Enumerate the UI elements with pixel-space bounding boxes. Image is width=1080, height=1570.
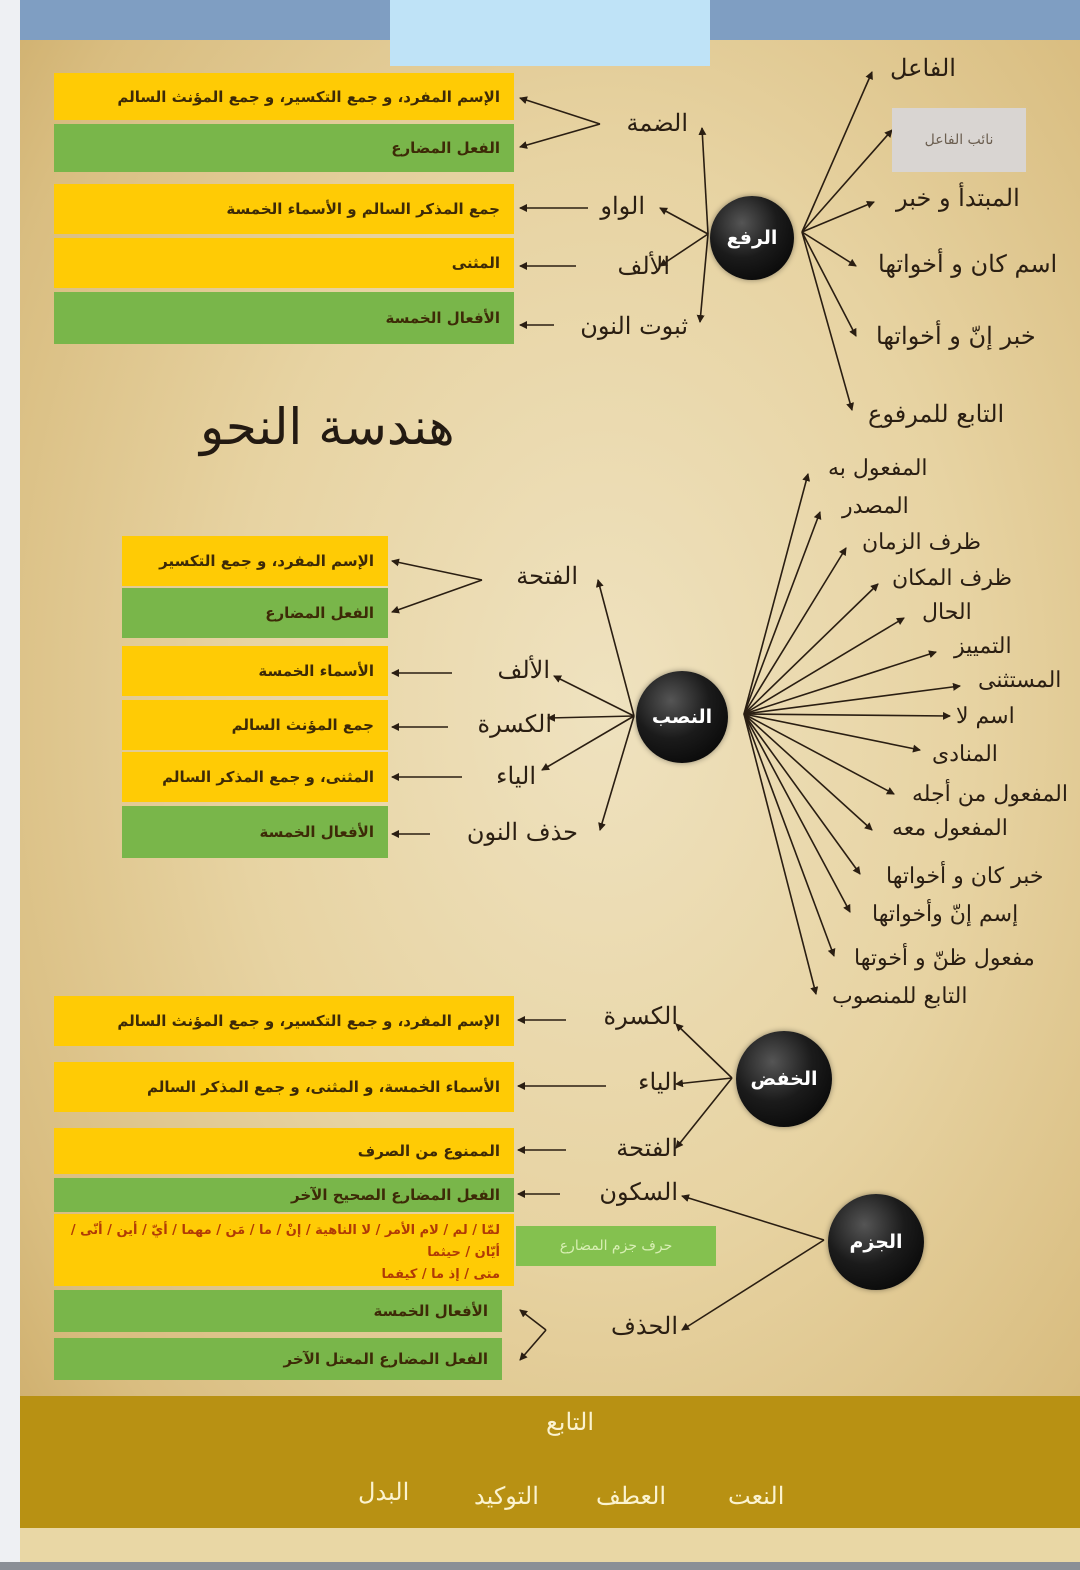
nasb-use-box: المثنى، و جمع المذكر السالم: [122, 752, 388, 802]
tabi-title: التابع: [546, 1408, 594, 1436]
jazm-tools-line: لمّا / لم / لام الأمر / لا الناهية / إنْ / ما / مَن / مهما / أيّ / أين / أنّى / أيّان / حيثما: [70, 1223, 500, 1260]
connector-line: [802, 232, 856, 336]
connector-line: [744, 714, 920, 750]
nasb-position: ظرف الزمان: [862, 530, 982, 555]
connector-line: [520, 98, 600, 124]
raf-use-box: الأفعال الخمسة: [54, 292, 514, 344]
connector-line: [744, 714, 950, 716]
raf-position: المبتدأ و خبر: [896, 184, 1020, 212]
nasb-position: ظرف المكان: [892, 566, 1012, 591]
nasb-position: اسم لا: [956, 704, 1015, 729]
connector-line: [700, 234, 708, 322]
connector-line: [676, 1078, 732, 1148]
jazm-use-box: الفعل المضارع المعتل الآخر: [54, 1338, 502, 1380]
raf-use-box: الفعل المضارع: [54, 124, 514, 172]
raf-sign: الألف: [617, 252, 670, 280]
nasb-position: المفعول به: [828, 456, 928, 481]
raf-position-box: نائب الفاعل: [892, 108, 1026, 172]
raf-sign: الضمة: [626, 109, 688, 137]
jazm-sign: الحذف: [611, 1312, 678, 1340]
connector-line: [520, 1330, 546, 1360]
connector-line: [392, 561, 482, 580]
khafd-sign: الياء: [638, 1068, 678, 1096]
khafd-sign: الكسرة: [603, 1002, 678, 1030]
nasb-position: المستثنى: [978, 668, 1062, 693]
tabi-item: البدل: [358, 1478, 410, 1506]
connector-line: [554, 676, 634, 716]
nasb-position: المفعول معه: [892, 816, 1008, 841]
raf-node: الرفع: [710, 196, 794, 280]
raf-sign: ثبوت النون: [580, 312, 688, 340]
nasb-position: مفعول ظنّ و أخوتها: [854, 946, 1035, 971]
khafd-use-box: الأسماء الخمسة، و المثنى، و جمع المذكر السالم: [54, 1062, 514, 1112]
raf-position: التابع للمرفوع: [868, 400, 1005, 428]
nasb-position: التمييز: [954, 634, 1012, 659]
nasb-position: المنادى: [932, 742, 998, 767]
connector-line: [392, 580, 482, 612]
connector-line: [744, 714, 816, 994]
nasb-position: التابع للمنصوب: [832, 984, 968, 1009]
connector-line: [744, 474, 808, 714]
connector-line: [802, 130, 892, 232]
connector-line: [744, 512, 820, 714]
connector-line: [520, 124, 600, 147]
raf-position: خبر إنّ و أخواتها: [876, 322, 1036, 350]
khafd-use-box: الإسم المفرد، و جمع التكسير، و جمع المؤنث السالم: [54, 996, 514, 1046]
nasb-sign: حذف النون: [466, 818, 578, 846]
jazm-sign: السكون: [599, 1178, 678, 1206]
base-strip: [0, 1562, 1080, 1570]
connector-line: [660, 208, 708, 234]
nasb-sign: الكسرة: [477, 710, 552, 738]
tabi-item: النعت: [728, 1482, 785, 1510]
nasb-use-box: الفعل المضارع: [122, 588, 388, 638]
nasb-use-box: الأفعال الخمسة: [122, 806, 388, 858]
nasb-position: خبر كان و أخواتها: [886, 864, 1044, 889]
connector-line: [676, 1024, 732, 1078]
connector-line: [598, 580, 634, 716]
raf-use-box: المثنى: [54, 238, 514, 288]
khafd-sign: الفتحة: [616, 1134, 678, 1162]
jazm-use-box: الأفعال الخمسة: [54, 1290, 502, 1332]
jazm-node: الجزم: [828, 1194, 924, 1290]
nasb-sign: الألف: [497, 656, 550, 684]
raf-use-box: الإسم المفرد، و جمع التكسير، و جمع المؤنث السالم: [54, 73, 514, 120]
connector-line: [744, 714, 850, 912]
connector-line: [520, 1310, 546, 1330]
page-title: هندسة النحو: [200, 398, 455, 456]
connector-line: [676, 1078, 732, 1084]
nasb-use-box: الأسماء الخمسة: [122, 646, 388, 696]
connector-line: [744, 652, 936, 714]
raf-use-box: جمع المذكر السالم و الأسماء الخمسة: [54, 184, 514, 234]
nasb-position: الحال: [922, 600, 972, 625]
jazm-use-box: الفعل المضارع الصحيح الآخر: [54, 1178, 514, 1212]
jazm-tools-line: متى / إذ ما / كيفما: [381, 1267, 500, 1282]
nasb-position: المفعول من أجله: [912, 782, 1068, 807]
connector-line: [744, 714, 834, 956]
nasb-use-box: جمع المؤنث السالم: [122, 700, 388, 750]
raf-sign: الواو: [600, 192, 645, 220]
connector-line: [744, 714, 860, 874]
connector-line: [744, 618, 904, 714]
connector-line: [548, 716, 634, 718]
tabi-item: العطف: [596, 1482, 667, 1510]
raf-position: الفاعل: [890, 54, 956, 82]
grammar-poster: [20, 0, 1080, 1562]
khafd-use-box: الممنوع من الصرف: [54, 1128, 514, 1174]
tabi-item: التوكيد: [474, 1482, 539, 1510]
nasb-use-box: الإسم المفرد، و جمع التكسير: [122, 536, 388, 586]
jazm-tools-label: حرف جزم المضارع: [516, 1226, 716, 1266]
connector-line: [744, 686, 960, 714]
bottom-edge: [20, 1528, 1080, 1562]
raf-position: اسم كان و أخواتها: [878, 250, 1058, 278]
nasb-node: النصب: [636, 671, 728, 763]
khafd-node: الخفض: [736, 1031, 832, 1127]
nasb-position: المصدر: [842, 494, 909, 519]
jazm-tools-box: [54, 1214, 514, 1286]
nasb-position: إسم إنّ وأخواتها: [872, 902, 1019, 927]
nasb-sign: الفتحة: [516, 562, 578, 590]
connector-line: [702, 128, 708, 234]
nasb-sign: الياء: [496, 762, 536, 790]
